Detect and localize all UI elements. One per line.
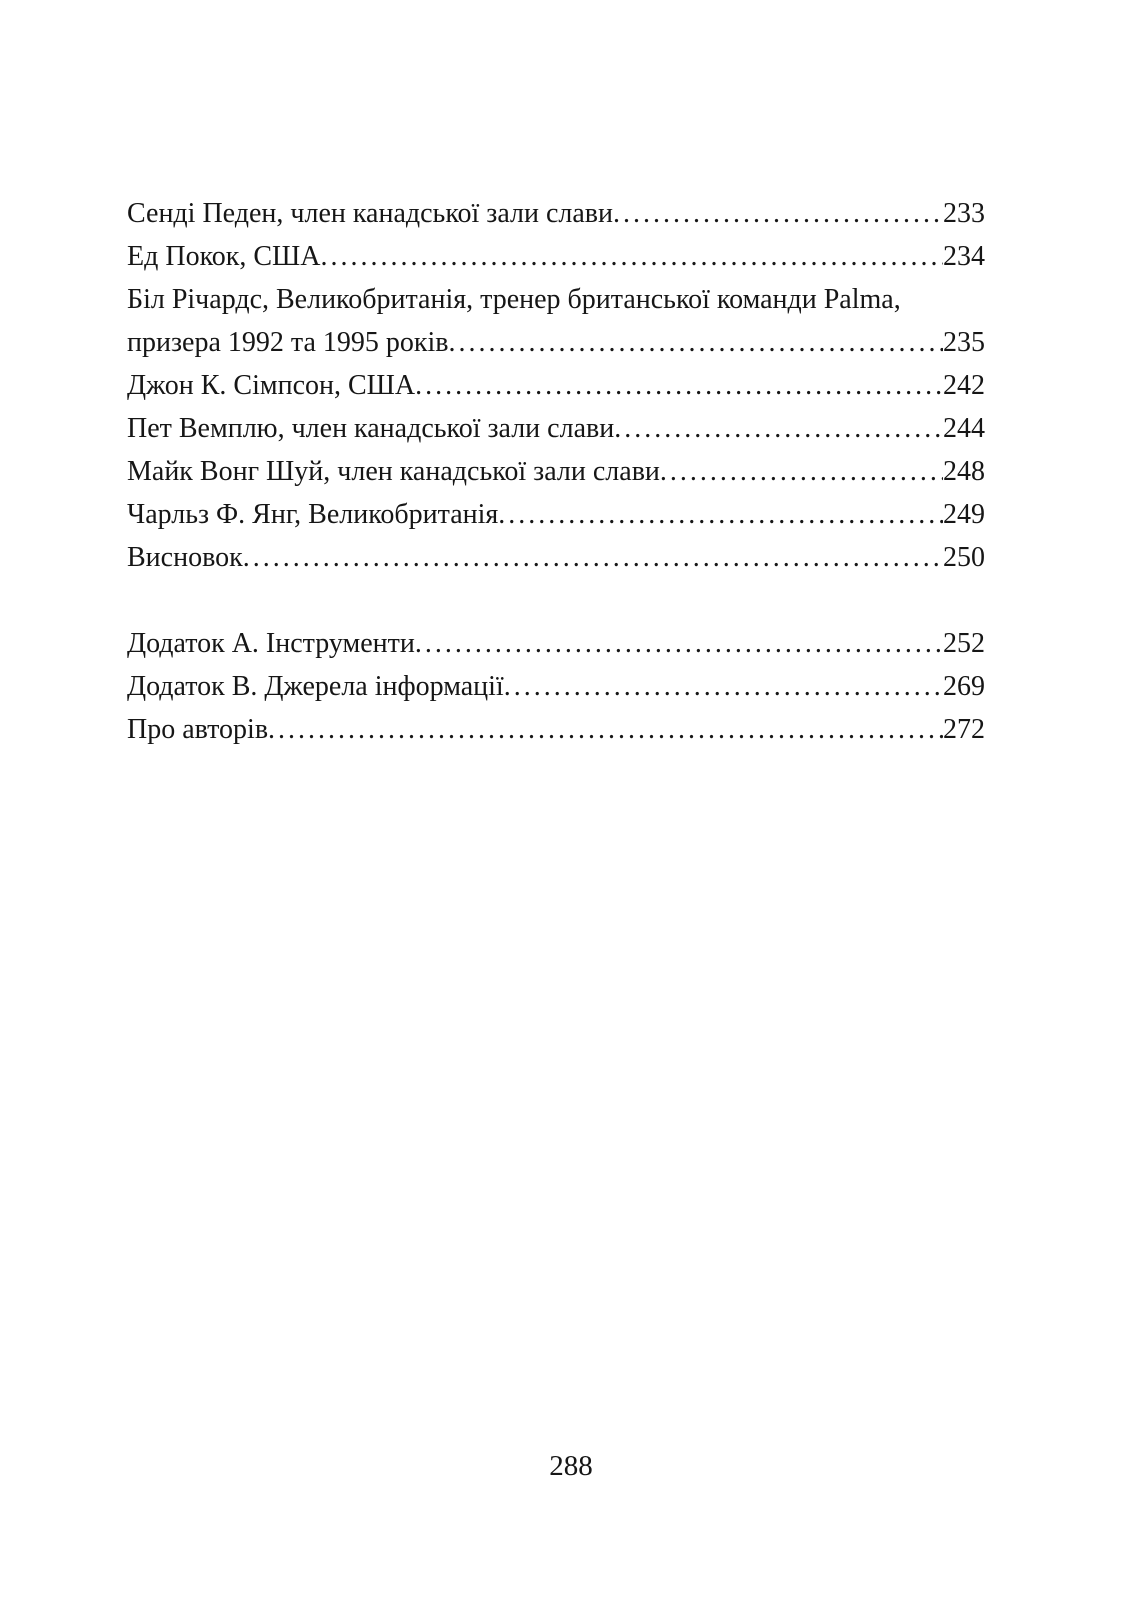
section-spacer [127, 579, 985, 622]
toc-entry-page: 242 [943, 370, 985, 401]
toc-dot-leader [660, 450, 943, 493]
toc-entry-page: 235 [943, 327, 985, 358]
toc-dot-leader [613, 192, 943, 235]
toc-entry-text: призера 1992 та 1995 років [127, 327, 449, 358]
toc-entry-page: 269 [943, 671, 985, 702]
toc-entry [127, 708, 985, 751]
toc-dot-leader [415, 622, 943, 665]
toc-dot-leader [614, 407, 943, 450]
toc-dot-leader [243, 536, 943, 579]
toc-entry [127, 493, 985, 536]
toc-entry [127, 450, 985, 493]
toc-entry [127, 407, 985, 450]
toc-entry [127, 364, 985, 407]
toc-entry-text: Біл Річардс, Великобританія, тренер британської команди Palma, [127, 284, 901, 315]
toc-dot-leader [449, 321, 944, 364]
toc-entry-page: 250 [943, 542, 985, 573]
toc-entry-text: Джон К. Сімпсон, США [127, 370, 416, 401]
toc-entry-text: Сенді Педен, член канадської зали слави [127, 198, 614, 229]
toc-entry-wrapped-second-line [127, 321, 985, 364]
page-number-footer: 288 [549, 1450, 593, 1482]
toc-dot-leader [268, 708, 943, 751]
toc-entry-page: 233 [943, 198, 985, 229]
toc-dot-leader [415, 364, 943, 407]
toc-entry-page: 244 [943, 413, 985, 444]
toc-entry-text: Чарльз Ф. Янг, Великобританія [127, 499, 499, 530]
toc-entry-page: 272 [943, 714, 985, 745]
toc-entry-text: Ед Покок, США [127, 241, 321, 272]
toc-entry [127, 192, 985, 235]
toc-entry [127, 536, 985, 579]
toc-entry-text: Додаток А. Інструменти [127, 628, 415, 659]
toc-dot-leader [321, 235, 944, 278]
toc-entry-text: Пет Вемплю, член канадської зали слави [127, 413, 615, 444]
toc-dot-leader [504, 665, 943, 708]
toc-entry-page: 252 [943, 628, 985, 659]
toc-entry [127, 622, 985, 665]
table-of-contents [127, 192, 985, 751]
toc-entry-page: 234 [943, 241, 985, 272]
toc-entry-text: Майк Вонг Шуй, член канадської зали слави [127, 456, 660, 487]
toc-entry-page: 249 [943, 499, 985, 530]
toc-entry-text: Про авторів [127, 714, 269, 745]
toc-entry [127, 235, 985, 278]
toc-entry-text: Висновок [127, 542, 243, 573]
toc-entry-wrapped-first-line [127, 278, 985, 321]
toc-entry-page: 248 [943, 456, 985, 487]
toc-entry-text: Додаток В. Джерела інформації [127, 671, 504, 702]
toc-dot-leader [498, 493, 943, 536]
toc-entry [127, 665, 985, 708]
